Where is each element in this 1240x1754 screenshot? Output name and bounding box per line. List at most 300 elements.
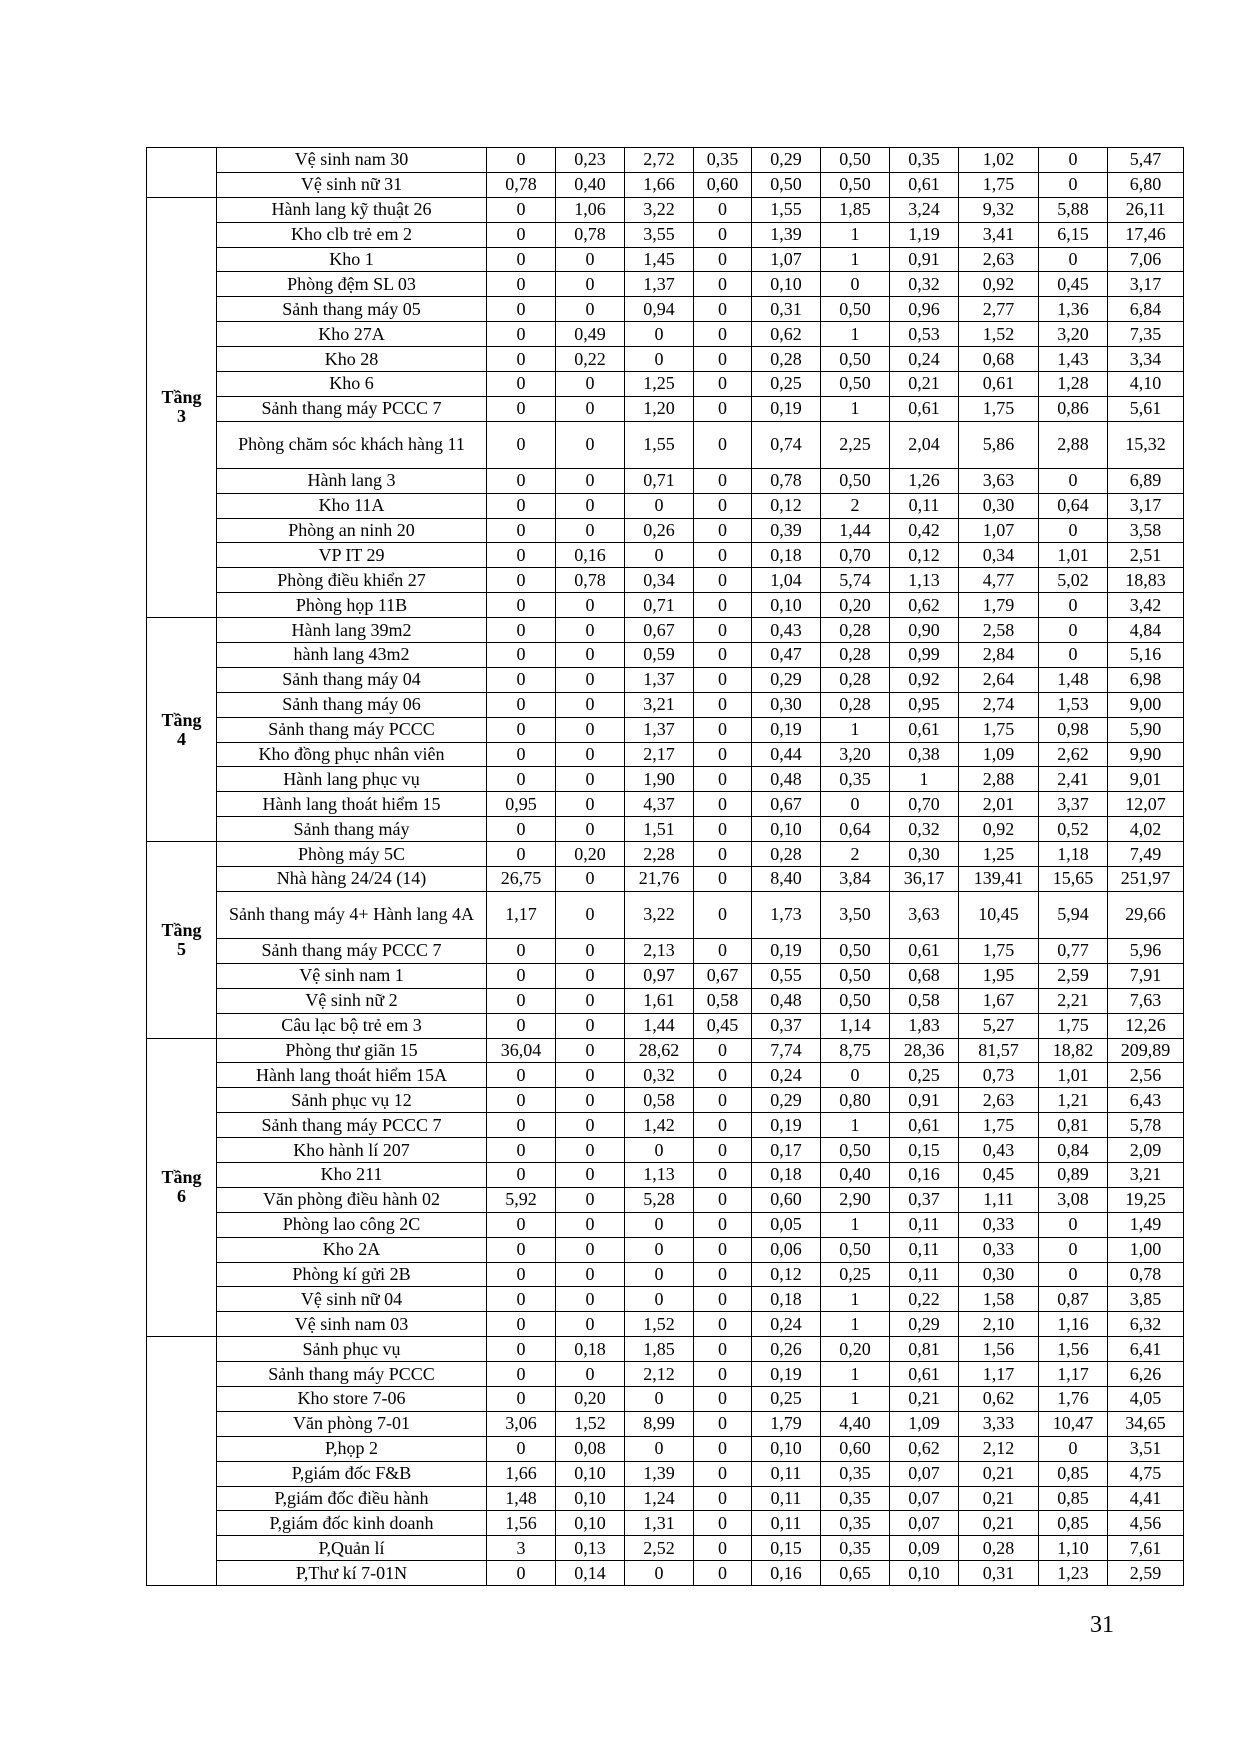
value-cell: 0 — [487, 322, 556, 347]
value-cell: 0,10 — [556, 1511, 625, 1536]
value-cell: 1,37 — [625, 272, 694, 297]
value-cell: 4,05 — [1108, 1386, 1184, 1411]
value-cell: 0 — [487, 1386, 556, 1411]
value-cell: 1 — [821, 322, 890, 347]
value-cell: 1,73 — [752, 891, 821, 938]
value-cell: 0 — [487, 543, 556, 568]
value-cell: 3,17 — [1108, 272, 1184, 297]
value-cell: 0 — [694, 742, 752, 767]
value-cell: 1,44 — [821, 518, 890, 543]
value-cell: 209,89 — [1108, 1038, 1184, 1063]
room-name-cell: Sảnh thang máy PCCC — [217, 717, 487, 742]
value-cell: 0,11 — [752, 1486, 821, 1511]
value-cell: 1,17 — [487, 891, 556, 938]
value-cell: 0 — [556, 493, 625, 518]
value-cell: 0,18 — [752, 543, 821, 568]
value-cell: 1,39 — [625, 1461, 694, 1486]
value-cell: 0 — [556, 792, 625, 817]
floor-label-line: 3 — [177, 406, 186, 427]
value-cell: 0,16 — [752, 1561, 821, 1586]
value-cell: 4,84 — [1108, 618, 1184, 643]
room-name-cell: Sảnh thang máy PCCC — [217, 1362, 487, 1387]
table-row — [147, 643, 1184, 668]
table-row — [147, 1386, 1184, 1411]
value-cell: 4,37 — [625, 792, 694, 817]
room-name-cell: Kho đồng phục nhân viên — [217, 742, 487, 767]
value-cell: 0 — [487, 1138, 556, 1163]
value-cell: 0 — [487, 421, 556, 468]
value-cell: 0,64 — [1039, 493, 1108, 518]
room-name-cell: Sảnh thang máy 05 — [217, 297, 487, 322]
value-cell: 1,85 — [625, 1337, 694, 1362]
room-name-cell: Phòng họp 11B — [217, 593, 487, 618]
value-cell: 3,34 — [1108, 347, 1184, 372]
value-cell: 5,74 — [821, 568, 890, 593]
value-cell: 0 — [1039, 148, 1108, 173]
value-cell: 1,75 — [959, 396, 1039, 421]
value-cell: 0,43 — [959, 1138, 1039, 1163]
table-row — [147, 867, 1184, 892]
value-cell: 0,49 — [556, 322, 625, 347]
value-cell: 0 — [487, 1088, 556, 1113]
value-cell: 0 — [694, 1436, 752, 1461]
value-cell: 0,78 — [556, 222, 625, 247]
value-cell: 0 — [694, 1536, 752, 1561]
value-cell: 5,88 — [1039, 197, 1108, 222]
value-cell: 7,74 — [752, 1038, 821, 1063]
value-cell: 1,95 — [959, 963, 1039, 988]
value-cell: 1,39 — [752, 222, 821, 247]
value-cell: 0,50 — [821, 148, 890, 173]
value-cell: 0 — [694, 667, 752, 692]
value-cell: 0,50 — [821, 172, 890, 197]
value-cell: 5,16 — [1108, 643, 1184, 668]
value-cell: 0 — [556, 421, 625, 468]
value-cell: 0,84 — [1039, 1138, 1108, 1163]
value-cell: 6,41 — [1108, 1337, 1184, 1362]
value-cell: 0 — [487, 1362, 556, 1387]
room-name-cell: Phòng kí gửi 2B — [217, 1262, 487, 1287]
value-cell: 1,28 — [1039, 372, 1108, 397]
value-cell: 0,10 — [752, 272, 821, 297]
value-cell: 2,41 — [1039, 767, 1108, 792]
value-cell: 2,63 — [959, 247, 1039, 272]
value-cell: 1,83 — [890, 1013, 959, 1038]
value-cell: 7,63 — [1108, 988, 1184, 1013]
value-cell: 0 — [556, 372, 625, 397]
room-name-cell: Sảnh thang máy — [217, 817, 487, 842]
value-cell: 2,77 — [959, 297, 1039, 322]
value-cell: 0,32 — [890, 817, 959, 842]
value-cell: 0,35 — [821, 767, 890, 792]
value-cell: 0,29 — [752, 1088, 821, 1113]
value-cell: 3,50 — [821, 891, 890, 938]
value-cell: 3,41 — [959, 222, 1039, 247]
value-cell: 0,21 — [959, 1486, 1039, 1511]
value-cell: 0,45 — [694, 1013, 752, 1038]
value-cell: 139,41 — [959, 867, 1039, 892]
value-cell: 1,85 — [821, 197, 890, 222]
value-cell: 0,29 — [890, 1312, 959, 1337]
value-cell: 1,00 — [1108, 1237, 1184, 1262]
room-name-cell: Vệ sinh nam 1 — [217, 963, 487, 988]
value-cell: 0,59 — [625, 643, 694, 668]
value-cell: 0 — [487, 1262, 556, 1287]
value-cell: 26,75 — [487, 867, 556, 892]
value-cell: 1,58 — [959, 1287, 1039, 1312]
value-cell: 0 — [1039, 593, 1108, 618]
value-cell: 2,88 — [959, 767, 1039, 792]
table-row — [147, 468, 1184, 493]
value-cell: 7,35 — [1108, 322, 1184, 347]
value-cell: 0,07 — [890, 1486, 959, 1511]
value-cell: 0 — [625, 1212, 694, 1237]
value-cell: 0 — [556, 1262, 625, 1287]
room-name-cell: Vệ sinh nữ 31 — [217, 172, 487, 197]
value-cell: 0,60 — [694, 172, 752, 197]
table-row — [147, 421, 1184, 468]
value-cell: 0,92 — [890, 667, 959, 692]
value-cell: 2,12 — [625, 1362, 694, 1387]
value-cell: 0 — [487, 988, 556, 1013]
room-name-cell: Sảnh thang máy PCCC 7 — [217, 938, 487, 963]
value-cell: 0 — [694, 297, 752, 322]
value-cell: 1 — [821, 717, 890, 742]
floor-label — [147, 1038, 217, 1337]
value-cell: 1,23 — [1039, 1561, 1108, 1586]
value-cell: 5,28 — [625, 1187, 694, 1212]
value-cell: 1,51 — [625, 817, 694, 842]
value-cell: 2,63 — [959, 1088, 1039, 1113]
value-cell: 0,50 — [821, 468, 890, 493]
value-cell: 1,90 — [625, 767, 694, 792]
value-cell: 0,61 — [959, 372, 1039, 397]
value-cell: 0,11 — [752, 1461, 821, 1486]
value-cell: 0,67 — [625, 618, 694, 643]
table-row — [147, 1436, 1184, 1461]
value-cell: 0 — [556, 1088, 625, 1113]
value-cell: 0,53 — [890, 322, 959, 347]
room-name-cell: Vệ sinh nam 03 — [217, 1312, 487, 1337]
room-name-cell: Kho 2A — [217, 1237, 487, 1262]
value-cell: 251,97 — [1108, 867, 1184, 892]
table-row — [147, 1337, 1184, 1362]
value-cell: 0,99 — [890, 643, 959, 668]
value-cell: 3,37 — [1039, 792, 1108, 817]
value-cell: 1,79 — [752, 1411, 821, 1436]
room-name-cell: Văn phòng 7-01 — [217, 1411, 487, 1436]
value-cell: 0 — [694, 1262, 752, 1287]
value-cell: 0 — [556, 817, 625, 842]
value-cell: 1,45 — [625, 247, 694, 272]
value-cell: 0,50 — [821, 963, 890, 988]
value-cell: 1 — [821, 1212, 890, 1237]
table-row — [147, 148, 1184, 173]
table-row — [147, 1162, 1184, 1187]
value-cell: 0,61 — [890, 717, 959, 742]
value-cell: 0,21 — [959, 1461, 1039, 1486]
value-cell: 1,56 — [959, 1337, 1039, 1362]
value-cell: 15,65 — [1039, 867, 1108, 892]
value-cell: 0,91 — [890, 247, 959, 272]
value-cell: 1,20 — [625, 396, 694, 421]
floor-label — [147, 618, 217, 842]
room-name-cell: Kho 211 — [217, 1162, 487, 1187]
value-cell: 1 — [821, 1287, 890, 1312]
value-cell: 0 — [556, 1362, 625, 1387]
value-cell: 0,62 — [890, 593, 959, 618]
value-cell: 9,01 — [1108, 767, 1184, 792]
value-cell: 0 — [694, 1212, 752, 1237]
value-cell: 0 — [694, 1461, 752, 1486]
value-cell: 0 — [487, 1237, 556, 1262]
value-cell: 0 — [556, 938, 625, 963]
value-cell: 9,00 — [1108, 692, 1184, 717]
value-cell: 0,20 — [556, 1386, 625, 1411]
value-cell: 0,50 — [821, 988, 890, 1013]
value-cell: 0 — [556, 272, 625, 297]
value-cell: 0,50 — [821, 372, 890, 397]
floor-label-line: Tầng — [161, 709, 202, 730]
value-cell: 1,11 — [959, 1187, 1039, 1212]
floor-label — [147, 842, 217, 1038]
value-cell: 12,26 — [1108, 1013, 1184, 1038]
value-cell: 0 — [556, 618, 625, 643]
room-name-cell: Hành lang thoát hiểm 15A — [217, 1063, 487, 1088]
table-row — [147, 543, 1184, 568]
value-cell: 0,44 — [752, 742, 821, 767]
value-cell: 0,50 — [821, 1237, 890, 1262]
value-cell: 0,28 — [821, 618, 890, 643]
room-name-cell: Kho store 7-06 — [217, 1386, 487, 1411]
table-row — [147, 742, 1184, 767]
value-cell: 1,55 — [625, 421, 694, 468]
value-cell: 3,33 — [959, 1411, 1039, 1436]
room-name-cell: Phòng điều khiển 27 — [217, 568, 487, 593]
value-cell: 1,26 — [890, 468, 959, 493]
value-cell: 0,28 — [959, 1536, 1039, 1561]
value-cell: 2,01 — [959, 792, 1039, 817]
value-cell: 0 — [1039, 1262, 1108, 1287]
value-cell: 28,62 — [625, 1038, 694, 1063]
value-cell: 3,85 — [1108, 1287, 1184, 1312]
value-cell: 0 — [487, 1212, 556, 1237]
value-cell: 0 — [625, 1436, 694, 1461]
room-name-cell: P,Quản lí — [217, 1536, 487, 1561]
table-row — [147, 1362, 1184, 1387]
value-cell: 1,79 — [959, 593, 1039, 618]
value-cell: 0 — [556, 692, 625, 717]
table-row — [147, 717, 1184, 742]
value-cell: 0,33 — [959, 1237, 1039, 1262]
value-cell: 0 — [694, 272, 752, 297]
floor-label-line: 4 — [177, 728, 186, 749]
value-cell: 0 — [556, 1038, 625, 1063]
room-name-cell: Phòng thư giãn 15 — [217, 1038, 487, 1063]
value-cell: 0,10 — [556, 1461, 625, 1486]
room-name-cell: P,giám đốc F&B — [217, 1461, 487, 1486]
value-cell: 0,78 — [752, 468, 821, 493]
room-name-cell: Câu lạc bộ trẻ em 3 — [217, 1013, 487, 1038]
value-cell: 0,38 — [890, 742, 959, 767]
value-cell: 1,09 — [959, 742, 1039, 767]
value-cell: 0 — [487, 468, 556, 493]
value-cell: 0 — [487, 643, 556, 668]
value-cell: 1,61 — [625, 988, 694, 1013]
value-cell: 1,42 — [625, 1113, 694, 1138]
value-cell: 5,61 — [1108, 396, 1184, 421]
value-cell: 0,60 — [752, 1187, 821, 1212]
value-cell: 81,57 — [959, 1038, 1039, 1063]
value-cell: 1,31 — [625, 1511, 694, 1536]
value-cell: 0 — [694, 1386, 752, 1411]
value-cell: 0,40 — [821, 1162, 890, 1187]
value-cell: 0,94 — [625, 297, 694, 322]
value-cell: 0 — [694, 222, 752, 247]
value-cell: 0,33 — [959, 1212, 1039, 1237]
value-cell: 0,58 — [890, 988, 959, 1013]
value-cell: 0 — [1039, 518, 1108, 543]
room-name-cell: Phòng chăm sóc khách hàng 11 — [217, 421, 487, 468]
table-row — [147, 347, 1184, 372]
value-cell: 0 — [821, 792, 890, 817]
value-cell: 3,21 — [1108, 1162, 1184, 1187]
value-cell: 0 — [625, 347, 694, 372]
value-cell: 0,64 — [821, 817, 890, 842]
value-cell: 0 — [556, 396, 625, 421]
value-cell: 0 — [694, 692, 752, 717]
value-cell: 0,32 — [890, 272, 959, 297]
value-cell: 2,51 — [1108, 543, 1184, 568]
value-cell: 1 — [821, 222, 890, 247]
value-cell: 1,76 — [1039, 1386, 1108, 1411]
table-row — [147, 197, 1184, 222]
value-cell: 0,31 — [959, 1561, 1039, 1586]
value-cell: 6,98 — [1108, 667, 1184, 692]
value-cell: 0,77 — [1039, 938, 1108, 963]
value-cell: 0 — [694, 867, 752, 892]
value-cell: 1,52 — [959, 322, 1039, 347]
value-cell: 0,35 — [821, 1511, 890, 1536]
value-cell: 0 — [487, 568, 556, 593]
value-cell: 1,06 — [556, 197, 625, 222]
value-cell: 0 — [694, 717, 752, 742]
value-cell: 0,81 — [1039, 1113, 1108, 1138]
floor-label-line: Tầng — [161, 919, 202, 940]
value-cell: 3,63 — [959, 468, 1039, 493]
value-cell: 10,45 — [959, 891, 1039, 938]
value-cell: 2,59 — [1039, 963, 1108, 988]
value-cell: 1,13 — [890, 568, 959, 593]
value-cell: 0 — [625, 1287, 694, 1312]
value-cell: 0,10 — [752, 593, 821, 618]
room-name-cell: Sảnh thang máy 4+ Hành lang 4A — [217, 891, 487, 938]
value-cell: 2 — [821, 493, 890, 518]
value-cell: 0,32 — [625, 1063, 694, 1088]
value-cell: 0,25 — [821, 1262, 890, 1287]
value-cell: 0,07 — [890, 1511, 959, 1536]
value-cell: 0,50 — [821, 938, 890, 963]
value-cell: 0,71 — [625, 468, 694, 493]
value-cell: 36,04 — [487, 1038, 556, 1063]
value-cell: 0,20 — [821, 1337, 890, 1362]
room-name-cell: Phòng an ninh 20 — [217, 518, 487, 543]
value-cell: 0 — [487, 618, 556, 643]
room-name-cell: Nhà hàng 24/24 (14) — [217, 867, 487, 892]
value-cell: 0,85 — [1039, 1461, 1108, 1486]
value-cell: 3,63 — [890, 891, 959, 938]
value-cell: 0,21 — [890, 1386, 959, 1411]
value-cell: 1,43 — [1039, 347, 1108, 372]
value-cell: 2,28 — [625, 842, 694, 867]
value-cell: 0,95 — [487, 792, 556, 817]
value-cell: 5,02 — [1039, 568, 1108, 593]
value-cell: 0,16 — [556, 543, 625, 568]
value-cell: 0,95 — [890, 692, 959, 717]
value-cell: 0,85 — [1039, 1511, 1108, 1536]
value-cell: 0,30 — [959, 493, 1039, 518]
value-cell: 0,10 — [752, 817, 821, 842]
floor-label — [147, 1337, 217, 1586]
value-cell: 0 — [694, 891, 752, 938]
value-cell: 2,72 — [625, 148, 694, 173]
value-cell: 0 — [487, 518, 556, 543]
table-row — [147, 842, 1184, 867]
value-cell: 0,90 — [890, 618, 959, 643]
value-cell: 7,06 — [1108, 247, 1184, 272]
value-cell: 0,11 — [890, 1212, 959, 1237]
table-row — [147, 1411, 1184, 1436]
value-cell: 0 — [694, 792, 752, 817]
value-cell: 0 — [625, 1386, 694, 1411]
value-cell: 0 — [625, 1262, 694, 1287]
room-name-cell: VP IT 29 — [217, 543, 487, 568]
floor-label-line: 5 — [177, 938, 186, 959]
value-cell: 0 — [487, 938, 556, 963]
value-cell: 0,37 — [890, 1187, 959, 1212]
value-cell: 0 — [694, 1411, 752, 1436]
value-cell: 1,48 — [1039, 667, 1108, 692]
room-name-cell: Hành lang 39m2 — [217, 618, 487, 643]
value-cell: 0 — [556, 717, 625, 742]
value-cell: 0 — [556, 1287, 625, 1312]
value-cell: 2,88 — [1039, 421, 1108, 468]
value-cell: 0,24 — [752, 1063, 821, 1088]
room-name-cell: P,giám đốc điều hành — [217, 1486, 487, 1511]
value-cell: 1,56 — [487, 1511, 556, 1536]
value-cell: 3,51 — [1108, 1436, 1184, 1461]
value-cell: 0,78 — [1108, 1262, 1184, 1287]
value-cell: 0 — [694, 197, 752, 222]
value-cell: 0 — [487, 247, 556, 272]
value-cell: 0 — [694, 643, 752, 668]
value-cell: 3 — [487, 1536, 556, 1561]
table-row — [147, 1237, 1184, 1262]
value-cell: 0,35 — [821, 1461, 890, 1486]
value-cell: 0 — [694, 817, 752, 842]
value-cell: 1,53 — [1039, 692, 1108, 717]
value-cell: 1,52 — [556, 1411, 625, 1436]
value-cell: 1,67 — [959, 988, 1039, 1013]
value-cell: 0 — [556, 1113, 625, 1138]
table-row — [147, 222, 1184, 247]
value-cell: 0 — [694, 421, 752, 468]
value-cell: 0,12 — [752, 1262, 821, 1287]
value-cell: 0 — [556, 247, 625, 272]
value-cell: 2,62 — [1039, 742, 1108, 767]
value-cell: 0 — [694, 468, 752, 493]
value-cell: 0,62 — [752, 322, 821, 347]
